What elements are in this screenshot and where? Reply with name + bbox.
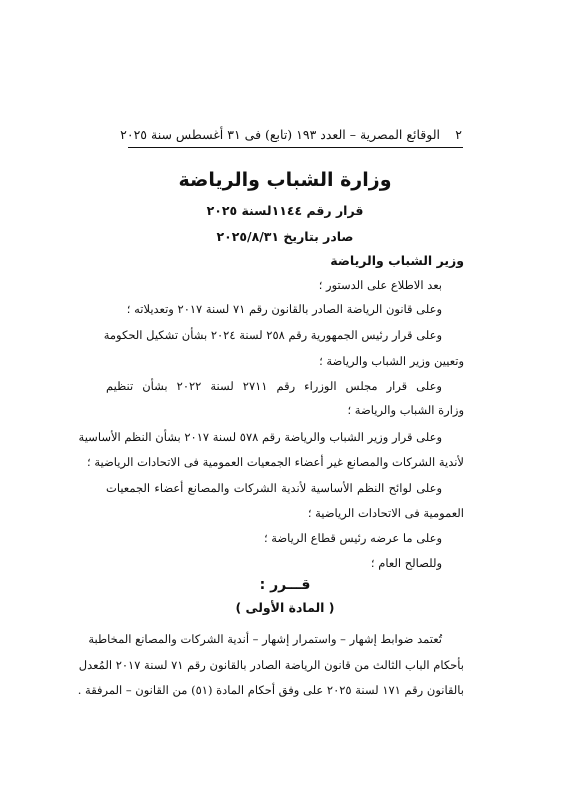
preamble-line: وعلى قرار مجلس الوزراء رقم ٢٧١١ لسنة ٢٠٢٢ بشأن تنظيم [106,379,442,393]
decision-number: قرار رقم ١١٤٤لسنة ٢٠٢٥ [206,203,364,218]
article-line: تُعتمد ضوابط إشهار – واستمرار إشهار – أندية الشركات والمصانع المخاطبة [88,632,442,646]
preamble-line: وزارة الشباب والرياضة ؛ [347,403,464,417]
page-number: ٢ [455,127,462,142]
preamble-line: لأندية الشركات والمصانع غير أعضاء الجمعيات العمومية فى الاتحادات الرياضية ؛ [87,455,464,469]
header-publication-info: الوقائع المصرية – العدد ١٩٣ (تابع) فى ٣١ أغسطس سنة ٢٠٢٥ [120,127,440,142]
preamble-line: وللصالح العام ؛ [370,556,442,570]
article-title: ( المادة الأولى ) [235,600,335,615]
preamble-line: وعلى قرار رئيس الجمهورية رقم ٢٥٨ لسنة ٢٠٢٤ بشأن تشكيل الحكومة [103,328,442,342]
ministry-title: وزارة الشباب والرياضة [178,169,392,191]
preamble-line: العمومية فى الاتحادات الرياضية ؛ [307,506,464,520]
preamble-line: وعلى قانون الرياضة الصادر بالقانون رقم ٧١ لسنة ٢٠١٧ وتعديلاته ؛ [126,302,442,316]
issue-date: صادر بتاريخ ٢٠٢٥/٨/٣١ [216,229,354,244]
decree-heading: قـــرر : [259,577,311,593]
preamble-line: وتعيين وزير الشباب والرياضة ؛ [319,354,464,368]
article-line: بالقانون رقم ١٧١ لسنة ٢٠٢٥ على وفق أحكام المادة (٥١) من القانون – المرفقة . [77,683,464,697]
page-header [120,125,462,145]
header-divider [128,147,463,148]
article-line: بأحكام الباب الثالث من قانون الرياضة الصادر بالقانون رقم ٧١ لسنة ٢٠١٧ المُعدل [78,658,464,672]
minister-heading: وزير الشباب والرياضة [330,253,464,268]
preamble-line: وعلى لوائح النظم الأساسية لأندية الشركات والمصانع أعضاء الجمعيات [106,481,442,495]
preamble-line: وعلى ما عرضه رئيس قطاع الرياضة ؛ [263,531,442,545]
preamble-line: وعلى قرار وزير الشباب والرياضة رقم ٥٧٨ لسنة ٢٠١٧ بشأن النظم الأساسية [78,430,442,444]
preamble-line: بعد الاطلاع على الدستور ؛ [318,278,442,292]
